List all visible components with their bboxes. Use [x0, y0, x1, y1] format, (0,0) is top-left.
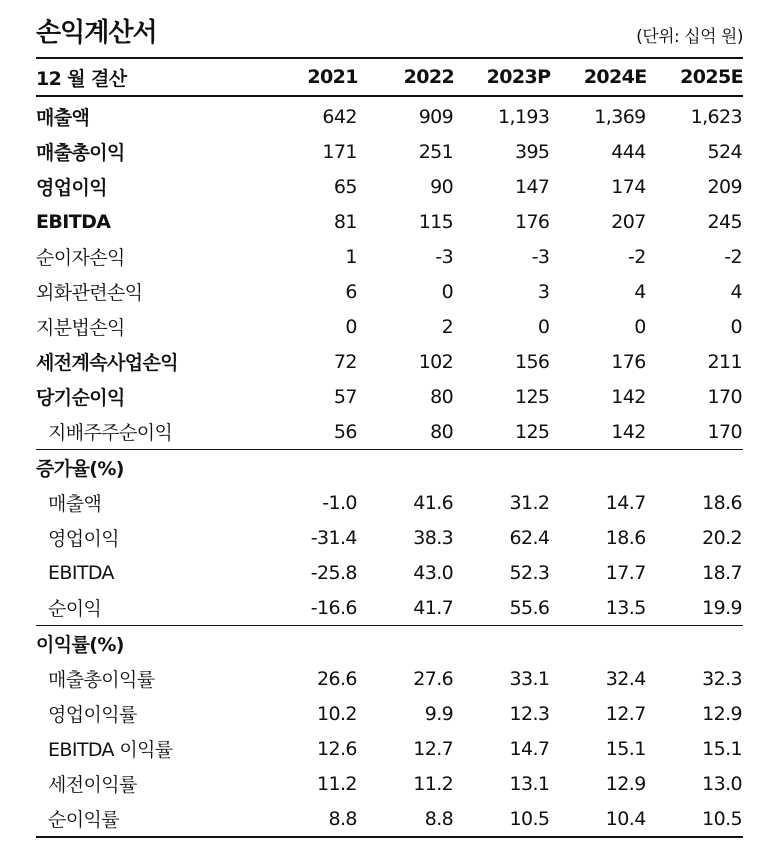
row-label: EBITDA: [36, 210, 111, 233]
cell-value: 55.6: [509, 596, 550, 619]
cell-value: 15.1: [702, 737, 742, 760]
cell-value: 251: [418, 140, 454, 163]
cell-value: 12.9: [702, 702, 742, 725]
cell-value: 174: [611, 175, 646, 198]
table-row: [36, 134, 743, 169]
cell-value: 80: [430, 420, 454, 443]
table-row: [36, 239, 743, 274]
cell-value: 211: [707, 350, 742, 373]
row-label: 외화관련손익: [36, 282, 143, 304]
table-row: [36, 344, 743, 379]
cell-value: 1: [345, 245, 357, 268]
cell-value: 62.4: [509, 526, 550, 549]
row-label: 매출총이익률: [48, 669, 155, 691]
cell-value: -25.8: [310, 561, 357, 584]
cell-value: 41.6: [413, 491, 454, 514]
row-label: 당기순이익: [36, 387, 125, 409]
cell-value: 524: [707, 140, 742, 163]
cell-value: 17.7: [605, 561, 646, 584]
table-row: [36, 485, 743, 520]
cell-value: 142: [611, 420, 646, 443]
section-header-margin: [36, 626, 743, 662]
cell-value: 90: [430, 175, 454, 198]
income-statement-table: [36, 57, 743, 838]
cell-value: 0: [345, 315, 357, 338]
header-year: 2024E: [583, 66, 647, 88]
cell-value: 32.4: [605, 667, 646, 690]
cell-value: 12.3: [509, 702, 550, 725]
cell-value: 909: [418, 105, 454, 128]
row-label: 매출액: [48, 493, 102, 515]
cell-value: 2: [441, 315, 454, 338]
cell-value: 38.3: [413, 526, 454, 549]
cell-value: 115: [418, 210, 454, 233]
cell-value: 18.6: [702, 491, 742, 514]
cell-value: 18.7: [702, 561, 742, 584]
cell-value: 1,193: [498, 105, 550, 128]
cell-value: 125: [514, 420, 550, 443]
table-row: [36, 379, 743, 414]
table-row: [36, 661, 743, 696]
cell-value: 444: [611, 140, 646, 163]
cell-value: 13.5: [605, 596, 646, 619]
cell-value: 11.2: [316, 772, 357, 795]
cell-value: 642: [322, 105, 357, 128]
cell-value: 245: [707, 210, 742, 233]
header-year: 2021: [307, 66, 358, 88]
cell-value: 156: [514, 350, 550, 373]
cell-value: 43.0: [413, 561, 454, 584]
unit-note: (단위: 십억 원): [636, 27, 743, 47]
table-row: [36, 731, 743, 766]
cell-value: 41.7: [413, 596, 454, 619]
row-label: 순이익률: [48, 809, 120, 831]
table-row: [36, 309, 743, 344]
cell-value: 52.3: [509, 561, 550, 584]
row-label: 세전이익률: [48, 774, 137, 796]
row-label: 영업이익률: [48, 704, 137, 726]
cell-value: -1.0: [322, 491, 357, 514]
cell-value: 4: [730, 280, 742, 303]
table-row: [36, 555, 743, 590]
row-label: 지분법손익: [36, 317, 125, 339]
cell-value: 3: [537, 280, 550, 303]
cell-value: 147: [514, 175, 550, 198]
row-label: 순이자손익: [36, 247, 125, 269]
cell-value: 12.9: [605, 772, 646, 795]
cell-value: 102: [418, 350, 454, 373]
cell-value: 4: [634, 280, 646, 303]
cell-value: -3: [531, 245, 550, 268]
cell-value: 0: [537, 315, 550, 338]
cell-value: 10.5: [702, 807, 742, 830]
cell-value: 395: [514, 140, 550, 163]
header-year: 2025E: [680, 66, 743, 88]
cell-value: 80: [430, 385, 454, 408]
cell-value: 10.4: [605, 807, 646, 830]
cell-value: 1,623: [690, 105, 742, 128]
cell-value: 18.6: [605, 526, 646, 549]
table-row: [36, 801, 743, 837]
row-label: 순이익: [48, 598, 102, 620]
cell-value: -2: [627, 245, 646, 268]
cell-value: 8.8: [424, 807, 454, 830]
cell-value: 10.5: [509, 807, 550, 830]
cell-value: 13.0: [702, 772, 742, 795]
cell-value: 32.3: [702, 667, 742, 690]
table-row: [36, 169, 743, 204]
cell-value: 19.9: [702, 596, 742, 619]
cell-value: 14.7: [605, 491, 646, 514]
cell-value: -2: [724, 245, 742, 268]
cell-value: 14.7: [509, 737, 550, 760]
cell-value: 171: [322, 140, 357, 163]
section-label: 증가율(%): [36, 458, 124, 480]
cell-value: 11.2: [413, 772, 454, 795]
table-row: [36, 96, 743, 134]
cell-value: 31.2: [509, 491, 550, 514]
cell-value: 0: [634, 315, 646, 338]
cell-value: 6: [345, 280, 357, 303]
cell-value: 176: [611, 350, 646, 373]
table-row: [36, 520, 743, 555]
cell-value: 13.1: [509, 772, 550, 795]
section-header-growth: [36, 450, 743, 486]
cell-value: 170: [707, 420, 742, 443]
cell-value: -3: [435, 245, 454, 268]
cell-value: 176: [514, 210, 550, 233]
cell-value: 0: [730, 315, 742, 338]
cell-value: 0: [441, 280, 454, 303]
cell-value: 12.7: [413, 737, 454, 760]
table-row: [36, 590, 743, 626]
table-row: [36, 204, 743, 239]
cell-value: 26.6: [316, 667, 357, 690]
cell-value: 57: [333, 385, 357, 408]
header-label: 12 월 결산: [36, 67, 127, 90]
row-label: 매출총이익: [36, 142, 125, 164]
row-label: EBITDA 이익률: [48, 739, 173, 761]
row-label: 지배주주순이익: [48, 422, 173, 444]
section-label: 이익률(%): [36, 634, 124, 656]
cell-value: 12.6: [316, 737, 357, 760]
row-label: EBITDA: [48, 561, 114, 584]
cell-value: 8.8: [328, 807, 357, 830]
cell-value: 170: [707, 385, 742, 408]
cell-value: 56: [333, 420, 357, 443]
cell-value: 142: [611, 385, 646, 408]
cell-value: 125: [514, 385, 550, 408]
header-year: 2023P: [486, 66, 551, 88]
cell-value: 81: [333, 210, 357, 233]
table-row: [36, 274, 743, 309]
row-label: 영업이익: [48, 528, 120, 550]
cell-value: 72: [333, 350, 357, 373]
header-year: 2022: [403, 66, 455, 88]
row-label: 매출액: [36, 107, 90, 129]
page-title: 손익계산서: [36, 18, 157, 48]
cell-value: 12.7: [605, 702, 646, 725]
cell-value: 65: [333, 175, 357, 198]
header-row: [36, 58, 743, 96]
cell-value: -31.4: [310, 526, 357, 549]
cell-value: -16.6: [310, 596, 357, 619]
cell-value: 20.2: [702, 526, 742, 549]
row-label: 영업이익: [36, 177, 108, 199]
cell-value: 9.9: [424, 702, 454, 725]
cell-value: 15.1: [605, 737, 646, 760]
cell-value: 1,369: [594, 105, 646, 128]
cell-value: 33.1: [509, 667, 550, 690]
cell-value: 207: [611, 210, 646, 233]
table-row: [36, 766, 743, 801]
table-row: [36, 696, 743, 731]
cell-value: 209: [707, 175, 742, 198]
table-row: [36, 414, 743, 450]
row-label: 세전계속사업손익: [36, 352, 179, 374]
cell-value: 27.6: [413, 667, 454, 690]
cell-value: 10.2: [316, 702, 357, 725]
